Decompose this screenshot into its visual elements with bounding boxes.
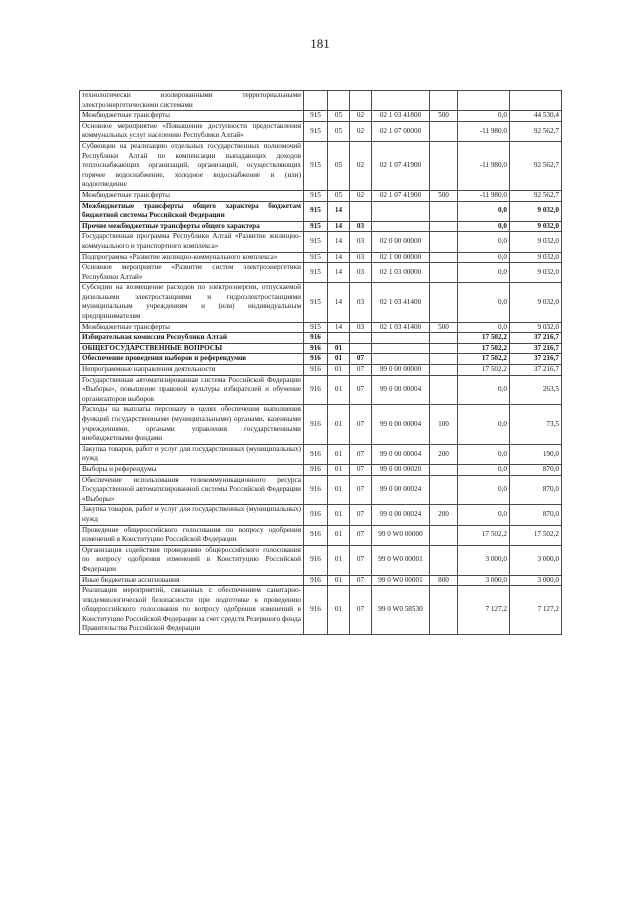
row-name: Закупка товаров, работ и услуг для государственных (муниципальных) нужд (80, 444, 304, 464)
row-value-1: 0,0 (458, 111, 510, 122)
row-name: Обеспечение проведения выборов и референдумов (80, 354, 304, 365)
row-article: 02 1 07 41900 (372, 190, 430, 201)
table-row (80, 354, 562, 365)
row-subsection: 07 (350, 365, 372, 376)
row-value-2: 37 216,7 (510, 354, 562, 365)
row-value-1: 0,0 (458, 221, 510, 232)
row-value-2: 92 562,7 (510, 121, 562, 141)
budget-table-body (80, 91, 562, 635)
row-subsection: 07 (350, 575, 372, 586)
row-expense-type (430, 343, 458, 354)
row-section: 05 (328, 111, 350, 122)
row-name: Основное мероприятие «Развитие систем электроэнергетики Республики Алтай» (80, 263, 304, 283)
row-value-1: 17 502,2 (458, 365, 510, 376)
row-code: 916 (304, 375, 328, 405)
row-code: 916 (304, 464, 328, 475)
row-subsection: 07 (350, 545, 372, 575)
row-section: 01 (328, 375, 350, 405)
row-article: 99 0 W0 00001 (372, 545, 430, 575)
row-expense-type (430, 586, 458, 635)
row-subsection (350, 91, 372, 111)
row-value-1 (458, 91, 510, 111)
row-section: 01 (328, 586, 350, 635)
row-value-1: -11 980,0 (458, 190, 510, 201)
row-code: 915 (304, 190, 328, 201)
row-code: 916 (304, 586, 328, 635)
row-value-1: 0,0 (458, 322, 510, 333)
row-subsection: 03 (350, 283, 372, 322)
row-section: 14 (328, 221, 350, 232)
row-name: Подпрограмма «Развитие жилищно-коммунального комплекса» (80, 252, 304, 263)
row-value-2: 870,0 (510, 464, 562, 475)
row-name: Межбюджетные трансферты (80, 111, 304, 122)
row-value-1: 17 502,2 (458, 354, 510, 365)
row-subsection: 07 (350, 505, 372, 525)
row-section: 01 (328, 475, 350, 505)
row-code: 916 (304, 444, 328, 464)
row-article: 99 0 W0 58530 (372, 586, 430, 635)
row-subsection: 07 (350, 354, 372, 365)
row-code: 916 (304, 505, 328, 525)
row-code (304, 91, 328, 111)
row-value-2: 73,5 (510, 405, 562, 444)
row-value-2: 870,0 (510, 505, 562, 525)
row-value-1: 3 000,0 (458, 545, 510, 575)
row-code: 916 (304, 343, 328, 354)
row-article: 02 1 07 00000 (372, 121, 430, 141)
row-value-2: 190,0 (510, 444, 562, 464)
row-article: 02 1 07 41900 (372, 141, 430, 190)
row-name: Организация содействия проведению общероссийского голосования по вопросу одобрения изменений в Конституцию Российской Федерации (80, 545, 304, 575)
row-name: Обеспечение использования телекоммуникационного ресурса Государственной автоматизированной системы Российской Федерации «Выборы» (80, 475, 304, 505)
row-name: Государственная программа Республики Алтай «Развитие жилищно-коммунального и транспортного комплекса» (80, 232, 304, 252)
row-value-1: 3 000,0 (458, 575, 510, 586)
row-value-2: 9 032,0 (510, 283, 562, 322)
row-section: 05 (328, 141, 350, 190)
row-name: Субсидии на возмещение расходов по электроэнергии, отпускаемой дизельными электростанциями и гидроэлектростанциями муниципальным учреждениям и (или) индивидуальным предпринимателям (80, 283, 304, 322)
budget-table (79, 90, 562, 635)
row-article: 02 1 03 41400 (372, 283, 430, 322)
row-name: Межбюджетные трансферты общего характера бюджетам бюджетной системы Российской Федерации (80, 201, 304, 221)
row-expense-type (430, 252, 458, 263)
row-subsection: 02 (350, 190, 372, 201)
row-section: 01 (328, 464, 350, 475)
row-article: 99 0 00 00020 (372, 464, 430, 475)
row-value-1: 17 502,2 (458, 333, 510, 344)
row-subsection: 07 (350, 405, 372, 444)
row-name: Межбюджетные трансферты (80, 190, 304, 201)
row-section: 01 (328, 545, 350, 575)
row-name: технологически изолированными территориальными электроэнергетическими системами (80, 91, 304, 111)
row-expense-type (430, 201, 458, 221)
row-name: Расходы на выплаты персоналу в целях обеспечения выполнения функций государственными (муниципальными) органами, казенными учреждениями, органами управления государственными внебюджетными фондами (80, 405, 304, 444)
table-row (80, 91, 562, 111)
row-value-2: 9 032,0 (510, 252, 562, 263)
row-expense-type: 500 (430, 111, 458, 122)
row-section: 01 (328, 354, 350, 365)
row-section: 14 (328, 252, 350, 263)
table-row (80, 545, 562, 575)
row-code: 915 (304, 252, 328, 263)
row-name: Субвенции на реализацию отдельных государственных полномочий Республики Алтай по компенсации выпадающих доходов теплоснабжающих организаций, организаций, осуществляющих горячее водоснабжение, холодное водоснабжение и (или) водоотведение (80, 141, 304, 190)
row-expense-type (430, 375, 458, 405)
row-section: 01 (328, 505, 350, 525)
row-section: 01 (328, 444, 350, 464)
row-code: 915 (304, 111, 328, 122)
row-code: 915 (304, 322, 328, 333)
row-expense-type: 500 (430, 322, 458, 333)
row-article (372, 343, 430, 354)
row-value-2: 37 216,7 (510, 343, 562, 354)
table-row (80, 201, 562, 221)
row-expense-type: 100 (430, 405, 458, 444)
row-value-2: 263,5 (510, 375, 562, 405)
row-name: Закупка товаров, работ и услуг для государственных (муниципальных) нужд (80, 505, 304, 525)
row-value-1: 0,0 (458, 201, 510, 221)
row-section: 01 (328, 365, 350, 376)
row-value-2: 9 032,0 (510, 221, 562, 232)
row-name: Межбюджетные трансферты (80, 322, 304, 333)
row-name: Выборы и референдумы (80, 464, 304, 475)
table-row (80, 263, 562, 283)
row-value-1: 0,0 (458, 232, 510, 252)
table-row (80, 190, 562, 201)
table-row (80, 586, 562, 635)
row-subsection: 07 (350, 525, 372, 545)
row-expense-type (430, 263, 458, 283)
row-section (328, 333, 350, 344)
row-value-1: 0,0 (458, 464, 510, 475)
row-expense-type (430, 91, 458, 111)
table-row (80, 375, 562, 405)
row-section (328, 91, 350, 111)
row-code: 915 (304, 232, 328, 252)
row-value-1: 0,0 (458, 263, 510, 283)
row-expense-type (430, 365, 458, 376)
table-row (80, 333, 562, 344)
row-subsection: 02 (350, 141, 372, 190)
row-name: Основное мероприятие «Повышение доступности предоставления коммунальных услуг населению Республики Алтай» (80, 121, 304, 141)
row-subsection (350, 201, 372, 221)
row-expense-type (430, 464, 458, 475)
row-article: 02 1 03 00000 (372, 263, 430, 283)
table-row (80, 475, 562, 505)
row-article (372, 221, 430, 232)
row-value-2: 870,0 (510, 475, 562, 505)
row-expense-type: 200 (430, 444, 458, 464)
row-article (372, 91, 430, 111)
row-section: 05 (328, 121, 350, 141)
row-article: 99 0 W0 00001 (372, 575, 430, 586)
row-article: 02 1 03 41400 (372, 322, 430, 333)
row-value-2: 3 000,0 (510, 575, 562, 586)
table-row (80, 111, 562, 122)
row-value-1: 0,0 (458, 375, 510, 405)
row-code: 916 (304, 475, 328, 505)
row-article: 99 0 00 00000 (372, 365, 430, 376)
row-section: 01 (328, 343, 350, 354)
row-subsection: 02 (350, 121, 372, 141)
table-row (80, 365, 562, 376)
row-article: 02 0 00 00000 (372, 232, 430, 252)
row-code: 915 (304, 141, 328, 190)
row-value-1: 7 127,2 (458, 586, 510, 635)
row-section: 01 (328, 405, 350, 444)
row-name: Непрограммные направления деятельности (80, 365, 304, 376)
row-code: 915 (304, 121, 328, 141)
row-expense-type (430, 141, 458, 190)
row-name: Иные бюджетные ассигнования (80, 575, 304, 586)
row-article: 99 0 00 00004 (372, 444, 430, 464)
row-value-1: -11 980,0 (458, 121, 510, 141)
row-subsection (350, 333, 372, 344)
row-article: 99 0 00 00004 (372, 405, 430, 444)
row-name: ОБЩЕГОСУДАРСТВЕННЫЕ ВОПРОСЫ (80, 343, 304, 354)
row-subsection: 07 (350, 475, 372, 505)
row-code: 916 (304, 575, 328, 586)
row-section: 14 (328, 283, 350, 322)
row-value-1: 0,0 (458, 405, 510, 444)
row-subsection: 03 (350, 232, 372, 252)
table-row (80, 283, 562, 322)
row-name: Проведение общероссийского голосования по вопросу одобрения изменений в Конституцию Российской Федерации (80, 525, 304, 545)
row-expense-type (430, 121, 458, 141)
row-code: 916 (304, 354, 328, 365)
row-code: 915 (304, 201, 328, 221)
row-subsection: 07 (350, 444, 372, 464)
row-section: 14 (328, 322, 350, 333)
row-code: 916 (304, 365, 328, 376)
row-value-1: 17 502,2 (458, 343, 510, 354)
row-value-2: 9 032,0 (510, 232, 562, 252)
row-subsection: 07 (350, 586, 372, 635)
row-value-2: 37 216,7 (510, 333, 562, 344)
row-subsection: 03 (350, 322, 372, 333)
row-subsection: 07 (350, 375, 372, 405)
row-article (372, 333, 430, 344)
row-value-1: 0,0 (458, 505, 510, 525)
row-name: Избирательная комиссия Республики Алтай (80, 333, 304, 344)
row-value-2: 37 216,7 (510, 365, 562, 376)
row-value-1: 0,0 (458, 444, 510, 464)
row-value-2 (510, 91, 562, 111)
row-subsection: 02 (350, 111, 372, 122)
row-subsection: 07 (350, 464, 372, 475)
row-section: 01 (328, 525, 350, 545)
row-article: 02 1 00 00000 (372, 252, 430, 263)
row-value-2: 9 032,0 (510, 263, 562, 283)
row-expense-type: 500 (430, 190, 458, 201)
table-row (80, 505, 562, 525)
row-value-2: 7 127,2 (510, 586, 562, 635)
table-row (80, 444, 562, 464)
row-section: 05 (328, 190, 350, 201)
table-row (80, 221, 562, 232)
row-article (372, 354, 430, 365)
row-expense-type (430, 354, 458, 365)
row-article: 99 0 00 00024 (372, 505, 430, 525)
row-value-2: 92 562,7 (510, 190, 562, 201)
row-name: Прочие межбюджетные трансферты общего характера (80, 221, 304, 232)
row-expense-type: 200 (430, 505, 458, 525)
table-row (80, 405, 562, 444)
row-code: 915 (304, 263, 328, 283)
row-article (372, 201, 430, 221)
row-section: 14 (328, 232, 350, 252)
row-value-2: 92 562,7 (510, 141, 562, 190)
table-row (80, 121, 562, 141)
row-value-2: 9 032,0 (510, 201, 562, 221)
table-row (80, 252, 562, 263)
row-expense-type (430, 525, 458, 545)
row-expense-type (430, 283, 458, 322)
row-section: 14 (328, 201, 350, 221)
table-row (80, 232, 562, 252)
row-value-1: 17 502,2 (458, 525, 510, 545)
row-expense-type (430, 333, 458, 344)
table-row (80, 575, 562, 586)
row-subsection (350, 343, 372, 354)
row-section: 14 (328, 263, 350, 283)
row-article: 99 0 00 00024 (372, 475, 430, 505)
row-code: 916 (304, 405, 328, 444)
row-value-1: 0,0 (458, 475, 510, 505)
row-value-1: -11 980,0 (458, 141, 510, 190)
row-subsection: 03 (350, 221, 372, 232)
table-row (80, 464, 562, 475)
table-row (80, 525, 562, 545)
row-code: 915 (304, 221, 328, 232)
row-expense-type: 800 (430, 575, 458, 586)
table-row (80, 141, 562, 190)
row-name: Государственная автоматизированная система Российской Федерации «Выборы», повышение правовой культуры избирателей и обучение организаторов выборов (80, 375, 304, 405)
row-value-1: 0,0 (458, 252, 510, 263)
row-expense-type (430, 545, 458, 575)
row-code: 916 (304, 333, 328, 344)
row-article: 02 1 03 41800 (372, 111, 430, 122)
row-value-1: 0,0 (458, 283, 510, 322)
row-value-2: 17 502,2 (510, 525, 562, 545)
row-expense-type (430, 221, 458, 232)
row-expense-type (430, 232, 458, 252)
row-code: 916 (304, 545, 328, 575)
row-value-2: 44 530,4 (510, 111, 562, 122)
row-name: Реализация мероприятий, связанных с обеспечением санитарно-эпидемиологической безопасности при подготовке к проведению общероссийского голосования по вопросу одобрения изменений в Конституцию Российской Федерации за счет средств Резервного фонда Правительства Российской Федерации (80, 586, 304, 635)
row-subsection: 03 (350, 252, 372, 263)
table-row (80, 322, 562, 333)
row-expense-type (430, 475, 458, 505)
row-subsection: 03 (350, 263, 372, 283)
row-article: 99 0 W0 00000 (372, 525, 430, 545)
table-row (80, 343, 562, 354)
row-value-2: 9 032,0 (510, 322, 562, 333)
page-number: 181 (310, 36, 330, 51)
row-section: 01 (328, 575, 350, 586)
row-code: 916 (304, 525, 328, 545)
row-code: 915 (304, 283, 328, 322)
row-value-2: 3 000,0 (510, 545, 562, 575)
row-article: 99 0 00 00004 (372, 375, 430, 405)
